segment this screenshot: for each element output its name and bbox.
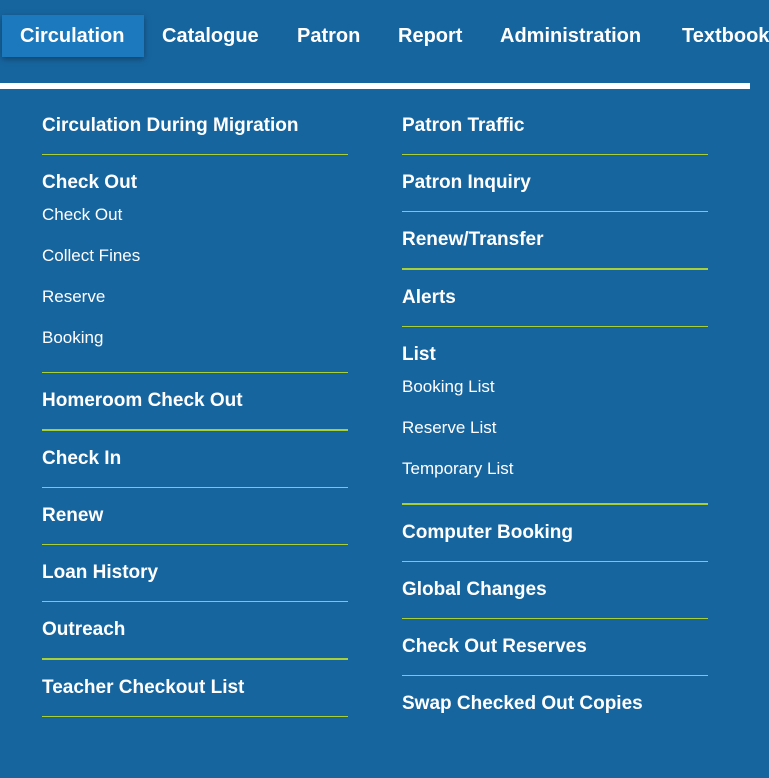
nav-divider bbox=[0, 83, 750, 89]
menu-group-global-changes bbox=[402, 562, 708, 619]
menu-link-collect-fines[interactable]: Collect Fines bbox=[42, 246, 141, 265]
menu-link-loan-history[interactable]: Loan History bbox=[42, 562, 159, 583]
menu-link-check-out-reserves[interactable]: Check Out Reserves bbox=[402, 636, 587, 657]
menu-group-list bbox=[402, 327, 708, 505]
list-sub-list bbox=[402, 373, 708, 503]
menu-column-right bbox=[402, 98, 708, 732]
menu-link-global-changes[interactable]: Global Changes bbox=[402, 579, 547, 600]
menu-link-alerts[interactable]: Alerts bbox=[402, 287, 456, 308]
menu-link-check-out-heading[interactable]: Check Out bbox=[42, 172, 138, 193]
menu-group-renew-transfer bbox=[402, 212, 708, 270]
menu-group-alerts bbox=[402, 270, 708, 327]
top-navigation-bar bbox=[0, 0, 769, 82]
menu-link-check-out[interactable]: Check Out bbox=[42, 205, 123, 224]
menu-link-booking[interactable]: Booking bbox=[42, 328, 104, 347]
tab-report[interactable]: Report bbox=[398, 25, 463, 47]
menu-link-homeroom-check-out[interactable]: Homeroom Check Out bbox=[42, 390, 243, 411]
menu-link-renew[interactable]: Renew bbox=[42, 505, 104, 526]
menu-link-computer-booking[interactable]: Computer Booking bbox=[402, 522, 573, 543]
menu-link-teacher-checkout-list[interactable]: Teacher Checkout List bbox=[42, 677, 245, 698]
menu-link-circulation-during-migration[interactable]: Circulation During Migration bbox=[42, 115, 299, 136]
menu-group-computer-booking bbox=[402, 505, 708, 562]
menu-group-check-out bbox=[42, 155, 348, 373]
menu-group-outreach bbox=[42, 602, 348, 660]
menu-group-homeroom-check-out bbox=[42, 373, 348, 431]
check-out-sub-list bbox=[42, 201, 348, 372]
menu-link-renew-transfer[interactable]: Renew/Transfer bbox=[402, 229, 544, 250]
menu-group-circulation-during-migration bbox=[42, 98, 348, 155]
menu-link-booking-list[interactable]: Booking List bbox=[402, 377, 495, 396]
menu-group-loan-history bbox=[42, 545, 348, 602]
menu-group-patron-traffic bbox=[402, 98, 708, 155]
menu-group-patron-inquiry bbox=[402, 155, 708, 212]
menu-group-check-in bbox=[42, 431, 348, 488]
menu-link-temporary-list[interactable]: Temporary List bbox=[402, 459, 514, 478]
tab-circulation[interactable]: Circulation bbox=[2, 15, 144, 57]
menu-link-patron-traffic[interactable]: Patron Traffic bbox=[402, 115, 525, 136]
menu-group-check-out-reserves bbox=[402, 619, 708, 676]
tab-textbook[interactable]: Textbook bbox=[682, 25, 769, 47]
menu-link-list-heading[interactable]: List bbox=[402, 344, 436, 365]
menu-link-swap-checked-out-copies[interactable]: Swap Checked Out Copies bbox=[402, 693, 643, 714]
tab-catalogue[interactable]: Catalogue bbox=[162, 25, 259, 47]
menu-link-check-in[interactable]: Check In bbox=[42, 448, 122, 469]
menu-column-left bbox=[42, 98, 348, 717]
menu-link-outreach[interactable]: Outreach bbox=[42, 619, 126, 640]
menu-group-teacher-checkout-list bbox=[42, 660, 348, 717]
menu-link-reserve[interactable]: Reserve bbox=[42, 287, 106, 306]
menu-link-patron-inquiry[interactable]: Patron Inquiry bbox=[402, 172, 531, 193]
tab-administration[interactable]: Administration bbox=[500, 25, 642, 47]
menu-link-reserve-list[interactable]: Reserve List bbox=[402, 418, 497, 437]
menu-group-renew bbox=[42, 488, 348, 545]
tab-patron[interactable]: Patron bbox=[297, 25, 361, 47]
menu-group-swap-checked-out-copies bbox=[402, 676, 708, 732]
